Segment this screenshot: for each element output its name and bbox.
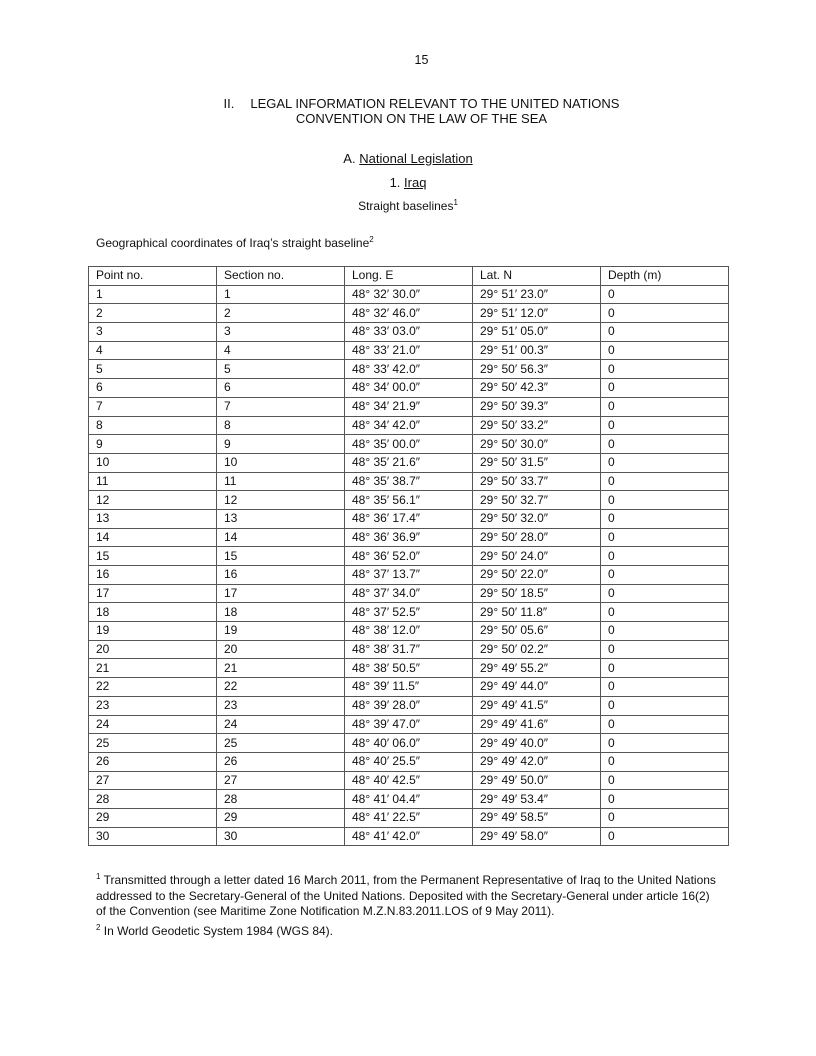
cell-depth: 0 xyxy=(601,453,729,472)
cell-long-e: 48° 39′ 28.0″ xyxy=(345,696,473,715)
cell-point-no: 25 xyxy=(89,734,217,753)
cell-point-no: 9 xyxy=(89,435,217,454)
cell-lat-n: 29° 49′ 58.5″ xyxy=(473,808,601,827)
cell-depth: 0 xyxy=(601,827,729,846)
cell-lat-n: 29° 50′ 39.3″ xyxy=(473,397,601,416)
cell-lat-n: 29° 50′ 31.5″ xyxy=(473,453,601,472)
cell-depth: 0 xyxy=(601,323,729,342)
cell-depth: 0 xyxy=(601,622,729,641)
cell-lat-n: 29° 50′ 18.5″ xyxy=(473,584,601,603)
subsection-title: Iraq xyxy=(404,175,427,190)
cell-point-no: 12 xyxy=(89,491,217,510)
header-long-e: Long. E xyxy=(345,267,473,286)
cell-long-e: 48° 37′ 13.7″ xyxy=(345,566,473,585)
cell-depth: 0 xyxy=(601,397,729,416)
table-row xyxy=(89,752,729,771)
cell-depth: 0 xyxy=(601,360,729,379)
cell-depth: 0 xyxy=(601,808,729,827)
cell-long-e: 48° 34′ 21.9″ xyxy=(345,397,473,416)
cell-lat-n: 29° 50′ 56.3″ xyxy=(473,360,601,379)
cell-lat-n: 29° 50′ 32.7″ xyxy=(473,491,601,510)
cell-point-no: 27 xyxy=(89,771,217,790)
cell-long-e: 48° 35′ 21.6″ xyxy=(345,453,473,472)
cell-depth: 0 xyxy=(601,790,729,809)
cell-section-no: 3 xyxy=(217,323,345,342)
cell-depth: 0 xyxy=(601,435,729,454)
header-depth: Depth (m) xyxy=(601,267,729,286)
chapter-heading xyxy=(0,96,816,126)
cell-point-no: 18 xyxy=(89,603,217,622)
cell-long-e: 48° 35′ 00.0″ xyxy=(345,435,473,454)
cell-section-no: 6 xyxy=(217,379,345,398)
cell-lat-n: 29° 50′ 28.0″ xyxy=(473,528,601,547)
cell-lat-n: 29° 51′ 00.3″ xyxy=(473,341,601,360)
cell-long-e: 48° 39′ 11.5″ xyxy=(345,678,473,697)
cell-long-e: 48° 32′ 46.0″ xyxy=(345,304,473,323)
cell-section-no: 23 xyxy=(217,696,345,715)
cell-section-no: 14 xyxy=(217,528,345,547)
cell-long-e: 48° 33′ 03.0″ xyxy=(345,323,473,342)
table-row xyxy=(89,827,729,846)
cell-point-no: 14 xyxy=(89,528,217,547)
table-row xyxy=(89,435,729,454)
cell-section-no: 11 xyxy=(217,472,345,491)
cell-section-no: 12 xyxy=(217,491,345,510)
table-row xyxy=(89,416,729,435)
table-row xyxy=(89,397,729,416)
table-row xyxy=(89,323,729,342)
table-row xyxy=(89,509,729,528)
cell-lat-n: 29° 50′ 32.0″ xyxy=(473,509,601,528)
chapter-number: II. xyxy=(223,96,235,111)
cell-point-no: 24 xyxy=(89,715,217,734)
cell-section-no: 24 xyxy=(217,715,345,734)
cell-section-no: 2 xyxy=(217,304,345,323)
cell-depth: 0 xyxy=(601,379,729,398)
cell-lat-n: 29° 49′ 50.0″ xyxy=(473,771,601,790)
cell-section-no: 17 xyxy=(217,584,345,603)
footnote-2-marker: 2 xyxy=(96,922,101,932)
cell-depth: 0 xyxy=(601,584,729,603)
cell-point-no: 23 xyxy=(89,696,217,715)
table-row xyxy=(89,622,729,641)
cell-lat-n: 29° 50′ 33.7″ xyxy=(473,472,601,491)
table-row xyxy=(89,790,729,809)
cell-long-e: 48° 36′ 52.0″ xyxy=(345,547,473,566)
cell-depth: 0 xyxy=(601,734,729,753)
cell-section-no: 29 xyxy=(217,808,345,827)
cell-lat-n: 29° 50′ 42.3″ xyxy=(473,379,601,398)
cell-lat-n: 29° 50′ 22.0″ xyxy=(473,566,601,585)
footnote-ref-2: 2 xyxy=(369,235,374,244)
cell-long-e: 48° 39′ 47.0″ xyxy=(345,715,473,734)
footnote-1-text: Transmitted through a letter dated 16 March 2011, from the Permanent Representative of Iraq to the United Nations addressed to the Secretary-General of the United Nations. Deposited with the Secretary-General under article 16(2) of the Convention (see Maritime Zone Notification M.Z.N.83.2011.LOS of 9 May 2011). xyxy=(96,873,716,918)
cell-lat-n: 29° 51′ 05.0″ xyxy=(473,323,601,342)
cell-section-no: 10 xyxy=(217,453,345,472)
cell-lat-n: 29° 51′ 23.0″ xyxy=(473,285,601,304)
cell-long-e: 48° 37′ 34.0″ xyxy=(345,584,473,603)
cell-point-no: 20 xyxy=(89,640,217,659)
cell-depth: 0 xyxy=(601,640,729,659)
cell-lat-n: 29° 51′ 12.0″ xyxy=(473,304,601,323)
cell-lat-n: 29° 49′ 44.0″ xyxy=(473,678,601,697)
table-header-row xyxy=(89,267,729,286)
table-row xyxy=(89,640,729,659)
cell-depth: 0 xyxy=(601,771,729,790)
table-row xyxy=(89,659,729,678)
section-title: National Legislation xyxy=(359,151,473,166)
table-row xyxy=(89,678,729,697)
table-caption-text: Geographical coordinates of Iraq’s straight baseline xyxy=(96,236,370,250)
table-row xyxy=(89,696,729,715)
cell-long-e: 48° 40′ 06.0″ xyxy=(345,734,473,753)
table-row xyxy=(89,547,729,566)
cell-depth: 0 xyxy=(601,528,729,547)
cell-long-e: 48° 38′ 31.7″ xyxy=(345,640,473,659)
cell-depth: 0 xyxy=(601,416,729,435)
cell-point-no: 19 xyxy=(89,622,217,641)
section-heading xyxy=(0,151,816,166)
cell-long-e: 48° 36′ 36.9″ xyxy=(345,528,473,547)
table-row xyxy=(89,771,729,790)
subsection-number: 1. xyxy=(389,175,401,190)
cell-section-no: 30 xyxy=(217,827,345,846)
straight-baselines-heading xyxy=(0,199,816,213)
table-row xyxy=(89,734,729,753)
cell-lat-n: 29° 50′ 24.0″ xyxy=(473,547,601,566)
table-row xyxy=(89,584,729,603)
footnotes xyxy=(96,873,716,943)
table-row xyxy=(89,603,729,622)
footnote-ref-1: 1 xyxy=(453,198,458,207)
table-caption xyxy=(96,236,374,250)
cell-depth: 0 xyxy=(601,491,729,510)
cell-section-no: 13 xyxy=(217,509,345,528)
table-body xyxy=(89,285,729,846)
cell-depth: 0 xyxy=(601,678,729,697)
page-number: 15 xyxy=(414,53,429,67)
cell-long-e: 48° 35′ 38.7″ xyxy=(345,472,473,491)
chapter-title-line1: LEGAL INFORMATION RELEVANT TO THE UNITED NATIONS xyxy=(250,96,620,111)
table-row xyxy=(89,528,729,547)
cell-point-no: 30 xyxy=(89,827,217,846)
cell-lat-n: 29° 49′ 41.6″ xyxy=(473,715,601,734)
cell-section-no: 18 xyxy=(217,603,345,622)
cell-long-e: 48° 33′ 42.0″ xyxy=(345,360,473,379)
cell-long-e: 48° 33′ 21.0″ xyxy=(345,341,473,360)
table-row xyxy=(89,453,729,472)
table-row xyxy=(89,304,729,323)
cell-lat-n: 29° 49′ 53.4″ xyxy=(473,790,601,809)
cell-point-no: 15 xyxy=(89,547,217,566)
cell-point-no: 6 xyxy=(89,379,217,398)
cell-long-e: 48° 38′ 50.5″ xyxy=(345,659,473,678)
cell-long-e: 48° 34′ 42.0″ xyxy=(345,416,473,435)
cell-point-no: 26 xyxy=(89,752,217,771)
cell-lat-n: 29° 50′ 30.0″ xyxy=(473,435,601,454)
cell-depth: 0 xyxy=(601,341,729,360)
cell-point-no: 28 xyxy=(89,790,217,809)
cell-point-no: 2 xyxy=(89,304,217,323)
subsection-heading xyxy=(0,175,816,190)
cell-point-no: 5 xyxy=(89,360,217,379)
chapter-title-line2: CONVENTION ON THE LAW OF THE SEA xyxy=(295,111,548,126)
cell-point-no: 13 xyxy=(89,509,217,528)
table-row xyxy=(89,808,729,827)
cell-section-no: 28 xyxy=(217,790,345,809)
cell-lat-n: 29° 50′ 02.2″ xyxy=(473,640,601,659)
cell-point-no: 22 xyxy=(89,678,217,697)
table-row xyxy=(89,715,729,734)
table-row xyxy=(89,472,729,491)
cell-depth: 0 xyxy=(601,304,729,323)
cell-long-e: 48° 36′ 17.4″ xyxy=(345,509,473,528)
cell-depth: 0 xyxy=(601,509,729,528)
cell-depth: 0 xyxy=(601,603,729,622)
cell-long-e: 48° 35′ 56.1″ xyxy=(345,491,473,510)
cell-point-no: 17 xyxy=(89,584,217,603)
cell-section-no: 8 xyxy=(217,416,345,435)
cell-depth: 0 xyxy=(601,547,729,566)
cell-section-no: 25 xyxy=(217,734,345,753)
cell-lat-n: 29° 50′ 11.8″ xyxy=(473,603,601,622)
table-row xyxy=(89,566,729,585)
header-lat-n: Lat. N xyxy=(473,267,601,286)
cell-long-e: 48° 41′ 42.0″ xyxy=(345,827,473,846)
cell-lat-n: 29° 49′ 42.0″ xyxy=(473,752,601,771)
cell-long-e: 48° 37′ 52.5″ xyxy=(345,603,473,622)
cell-section-no: 16 xyxy=(217,566,345,585)
cell-section-no: 15 xyxy=(217,547,345,566)
cell-lat-n: 29° 49′ 55.2″ xyxy=(473,659,601,678)
cell-point-no: 16 xyxy=(89,566,217,585)
cell-lat-n: 29° 49′ 58.0″ xyxy=(473,827,601,846)
footnote-1 xyxy=(96,873,716,920)
footnote-2-text: In World Geodetic System 1984 (WGS 84). xyxy=(103,923,333,938)
cell-depth: 0 xyxy=(601,285,729,304)
cell-section-no: 19 xyxy=(217,622,345,641)
cell-depth: 0 xyxy=(601,752,729,771)
straight-baselines-text: Straight baselines xyxy=(358,199,454,213)
cell-section-no: 21 xyxy=(217,659,345,678)
cell-long-e: 48° 34′ 00.0″ xyxy=(345,379,473,398)
cell-lat-n: 29° 49′ 41.5″ xyxy=(473,696,601,715)
cell-long-e: 48° 41′ 22.5″ xyxy=(345,808,473,827)
cell-point-no: 21 xyxy=(89,659,217,678)
cell-point-no: 10 xyxy=(89,453,217,472)
cell-depth: 0 xyxy=(601,715,729,734)
cell-section-no: 26 xyxy=(217,752,345,771)
cell-depth: 0 xyxy=(601,659,729,678)
cell-section-no: 1 xyxy=(217,285,345,304)
cell-section-no: 9 xyxy=(217,435,345,454)
cell-point-no: 11 xyxy=(89,472,217,491)
footnote-1-marker: 1 xyxy=(96,872,101,881)
cell-long-e: 48° 38′ 12.0″ xyxy=(345,622,473,641)
coordinates-table xyxy=(88,266,729,846)
cell-section-no: 27 xyxy=(217,771,345,790)
cell-depth: 0 xyxy=(601,472,729,491)
cell-lat-n: 29° 50′ 05.6″ xyxy=(473,622,601,641)
cell-depth: 0 xyxy=(601,696,729,715)
header-point-no: Point no. xyxy=(89,267,217,286)
cell-long-e: 48° 40′ 42.5″ xyxy=(345,771,473,790)
cell-point-no: 7 xyxy=(89,397,217,416)
table-row xyxy=(89,360,729,379)
cell-lat-n: 29° 50′ 33.2″ xyxy=(473,416,601,435)
cell-long-e: 48° 32′ 30.0″ xyxy=(345,285,473,304)
section-letter: A. xyxy=(343,151,356,166)
cell-section-no: 4 xyxy=(217,341,345,360)
cell-section-no: 5 xyxy=(217,360,345,379)
cell-depth: 0 xyxy=(601,566,729,585)
table-row xyxy=(89,285,729,304)
cell-long-e: 48° 41′ 04.4″ xyxy=(345,790,473,809)
cell-point-no: 1 xyxy=(89,285,217,304)
cell-point-no: 4 xyxy=(89,341,217,360)
footnote-2 xyxy=(96,924,716,940)
table-row xyxy=(89,491,729,510)
cell-lat-n: 29° 49′ 40.0″ xyxy=(473,734,601,753)
table-row xyxy=(89,379,729,398)
cell-point-no: 29 xyxy=(89,808,217,827)
table-row xyxy=(89,341,729,360)
cell-section-no: 22 xyxy=(217,678,345,697)
cell-section-no: 7 xyxy=(217,397,345,416)
cell-point-no: 8 xyxy=(89,416,217,435)
cell-long-e: 48° 40′ 25.5″ xyxy=(345,752,473,771)
cell-section-no: 20 xyxy=(217,640,345,659)
header-section-no: Section no. xyxy=(217,267,345,286)
cell-point-no: 3 xyxy=(89,323,217,342)
